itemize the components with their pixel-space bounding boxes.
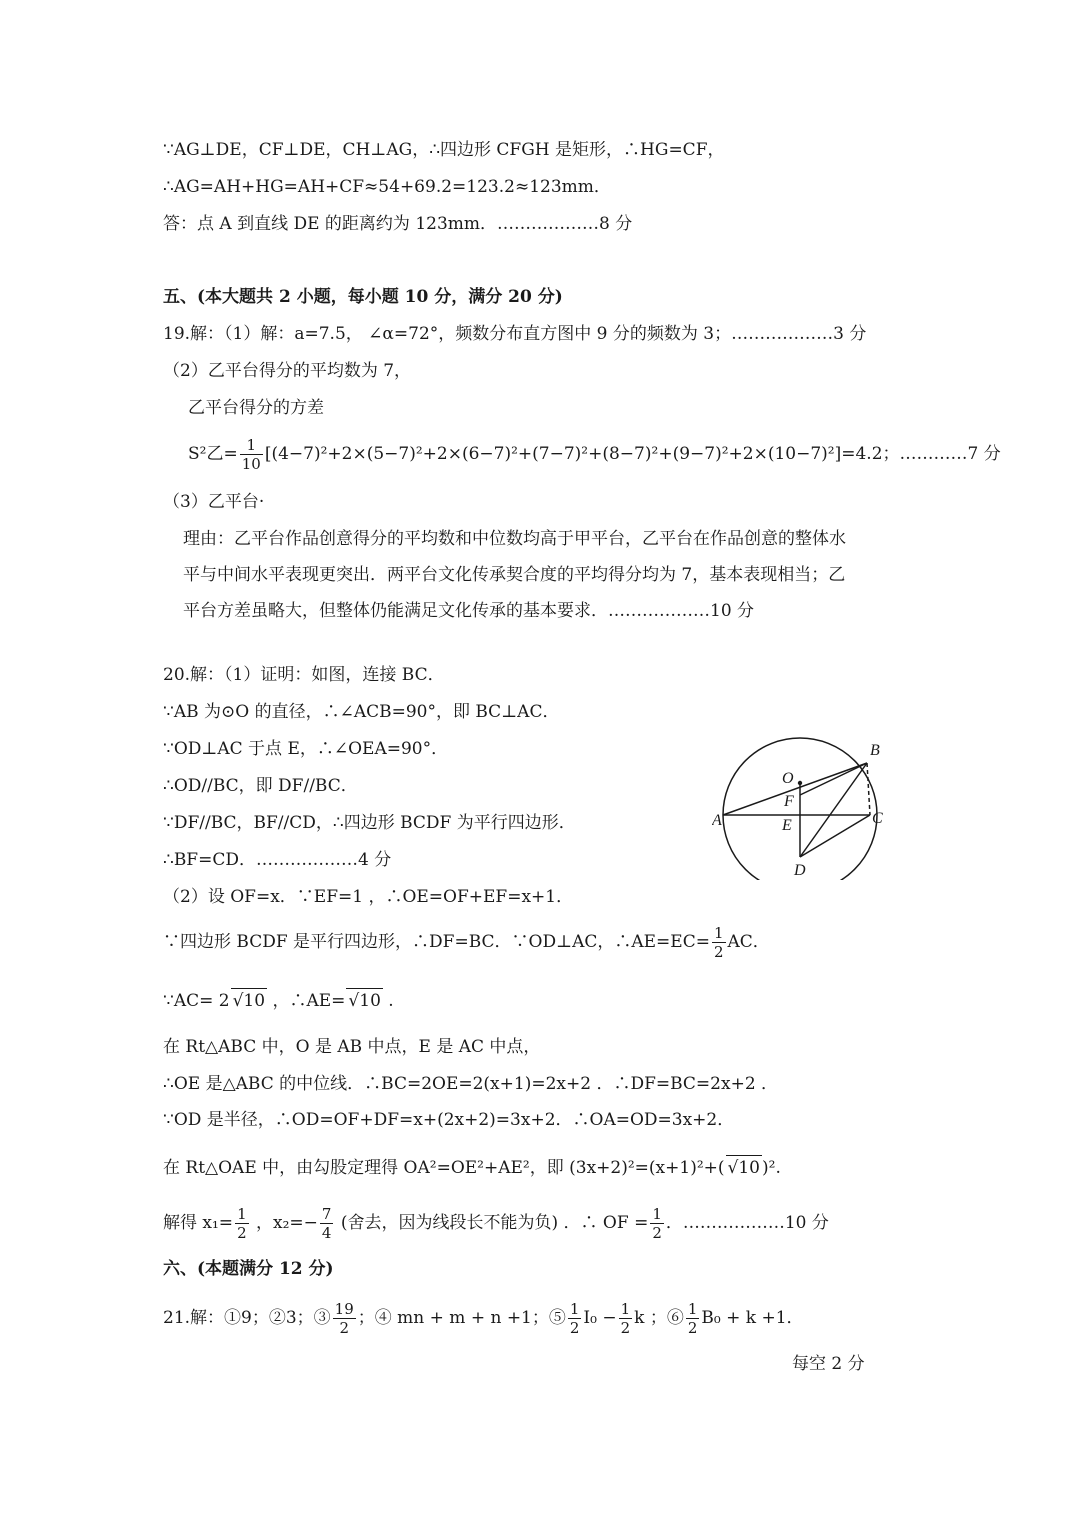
fraction-den: 2 — [339, 1319, 349, 1337]
fraction — [240, 436, 263, 473]
q19-reason-3: 平台方差虽略大，但整体仍能满足文化传承的基本要求．………………10 分 — [183, 601, 755, 621]
text: ；④ mn + m + n +1；⑤ — [357, 1308, 566, 1328]
sqrt-radicand: 10 — [738, 1158, 760, 1178]
variance-expression: [(4−7)²+2×(5−7)²+2×(6−7)²+(7−7)²+(8−7)²+(9−7)²+2×(10−7)²]=4.2；…………7 分 — [264, 444, 1001, 464]
q19-part2: （2）乙平台得分的平均数为 7， — [163, 361, 412, 381]
text: ，x₂=− — [250, 1213, 318, 1233]
q19-variance-label: 乙平台得分的方差 — [188, 398, 324, 418]
fraction-den: 2 — [237, 1224, 247, 1242]
label-f: F — [784, 793, 794, 810]
label-c: C — [872, 810, 883, 827]
fraction — [712, 924, 726, 961]
label-e: E — [782, 817, 792, 834]
fraction — [568, 1300, 582, 1337]
q21-note: 每空 2 分 — [792, 1354, 865, 1374]
q19-reason-1: 理由：乙平台作品创意得分的平均数和中位数均高于甲平台，乙平台在作品创意的整体水 — [183, 529, 846, 549]
q19-part1: 19.解：（1）解：a=7.5， ∠α=72°，频数分布直方图中 9 分的频数为 3；………………3 分 — [163, 324, 867, 344]
fraction-num: 1 — [237, 1205, 247, 1223]
sqrt: √10 — [346, 988, 382, 1013]
q20-line-m — [163, 1155, 781, 1180]
text: ，∴AE= — [267, 991, 346, 1011]
text: . — [382, 991, 394, 1011]
fraction — [333, 1300, 356, 1337]
section-6-heading: 六、(本题满分 12 分) — [163, 1259, 334, 1279]
text: ∵AC= 2 — [163, 991, 230, 1011]
text: 解得 x₁= — [163, 1213, 234, 1233]
q20-line-b: ∵AB 为⊙O 的直径，∴∠ACB=90°，即 BC⊥AC． — [163, 702, 560, 722]
q20-line-g: （2）设 OF=x．∵EF=1 ，∴OE=OF+EF=x+1． — [163, 887, 574, 907]
q20-line-n — [163, 1205, 829, 1242]
line-ab — [723, 763, 867, 815]
q20-line-l: ∵OD 是半径，∴OD=OF+DF=x+(2x+2)=3x+2．∴OA=OD=3x+2． — [163, 1110, 735, 1130]
line-bc-dashed — [867, 763, 870, 815]
line-bd — [800, 763, 867, 857]
fraction-num: 7 — [321, 1205, 332, 1223]
text: B₀ + k +1． — [701, 1308, 804, 1328]
fraction-num: 1 — [713, 924, 724, 942]
text: ．………………10 分 — [665, 1213, 829, 1233]
q20-line-f: ∴BF=CD．………………4 分 — [163, 850, 392, 870]
fraction-num: 1 — [687, 1300, 698, 1318]
line-3: 答：点 A 到直线 DE 的距离约为 123mm．………………8 分 — [163, 214, 633, 234]
text: I₀ − — [583, 1308, 617, 1328]
point-o — [798, 781, 802, 785]
sqrt-radicand: 10 — [359, 991, 381, 1011]
text: AC． — [727, 932, 770, 952]
fraction-den: 4 — [321, 1224, 332, 1242]
fraction-den: 2 — [652, 1224, 662, 1242]
q20-line-e: ∵DF//BC，BF//CD，∴四边形 BCDF 为平行四边形． — [163, 813, 576, 833]
label-d: D — [794, 862, 806, 879]
sqrt: √10 — [726, 1155, 762, 1180]
fraction-num: 1 — [569, 1300, 580, 1318]
q20-line-a: 20.解：（1）证明：如图，连接 BC． — [163, 665, 445, 685]
fraction-num: 19 — [334, 1300, 354, 1318]
q19-part3: （3）乙平台· — [163, 492, 265, 512]
sqrt-radicand: 10 — [243, 991, 266, 1011]
q20-line-j: 在 Rt△ABC 中，O 是 AB 中点，E 是 AC 中点， — [163, 1037, 541, 1057]
fraction — [650, 1205, 664, 1242]
q21-answers — [163, 1300, 804, 1337]
q20-line-k: ∴OE 是△ABC 的中位线．∴BC=2OE=2(x+1)=2x+2 ．∴DF=BC=2x+2 ． — [163, 1074, 779, 1094]
line-cd — [800, 815, 870, 857]
q19-reason-2: 平与中间水平表现更突出．两平台文化传承契合度的平均得分均为 7，基本表现相当；乙 — [183, 565, 846, 585]
q20-line-h — [163, 924, 770, 961]
fraction-num: 1 — [652, 1205, 662, 1223]
line-1: ∵AG⊥DE，CF⊥DE，CH⊥AG，∴四边形 CFGH 是矩形，∴HG=CF， — [163, 140, 725, 160]
q20-line-d: ∴OD//BC，即 DF//BC． — [163, 776, 358, 796]
sqrt: √10 — [231, 988, 267, 1013]
section-5-heading: 五、(本大题共 2 小题，每小题 10 分，满分 20 分) — [163, 287, 563, 307]
q19-variance-formula — [188, 436, 1001, 473]
fraction-num: 1 — [620, 1300, 631, 1318]
fraction-den: 2 — [569, 1319, 580, 1337]
text: (舍去，因为线段长不能为负) ．∴ OF = — [335, 1213, 649, 1233]
fraction-den: 2 — [713, 943, 724, 961]
label-b: B — [870, 742, 880, 759]
fraction-num: 1 — [240, 436, 263, 455]
text: ∵四边形 BCDF 是平行四边形，∴DF=BC．∵OD⊥AC，∴AE=EC= — [163, 932, 710, 952]
fraction-den: 2 — [620, 1319, 631, 1337]
fraction-den: 10 — [241, 455, 261, 473]
q20-line-i — [163, 988, 394, 1013]
line-2: ∴AG=AH+HG=AH+CF≈54+69.2=123.2≈123mm． — [163, 177, 611, 197]
circle-geometry-figure — [712, 705, 897, 880]
text: )². — [762, 1158, 781, 1178]
text: 在 Rt△OAE 中，由勾股定理得 OA²=OE²+AE²，即 (3x+2)²=(x+1)²+( — [163, 1158, 725, 1178]
variance-symbol: S²乙= — [188, 444, 238, 464]
fraction — [686, 1300, 700, 1337]
fraction — [320, 1205, 334, 1242]
label-a: A — [712, 812, 722, 829]
label-o: O — [782, 770, 794, 787]
fraction — [235, 1205, 249, 1242]
fraction-den: 2 — [687, 1319, 698, 1337]
line-bf — [800, 763, 867, 795]
text: k ；⑥ — [634, 1308, 684, 1328]
fraction — [619, 1300, 633, 1337]
q20-line-c: ∵OD⊥AC 于点 E，∴∠OEA=90°． — [163, 739, 449, 759]
text: 21.解：①9；②3；③ — [163, 1308, 331, 1328]
